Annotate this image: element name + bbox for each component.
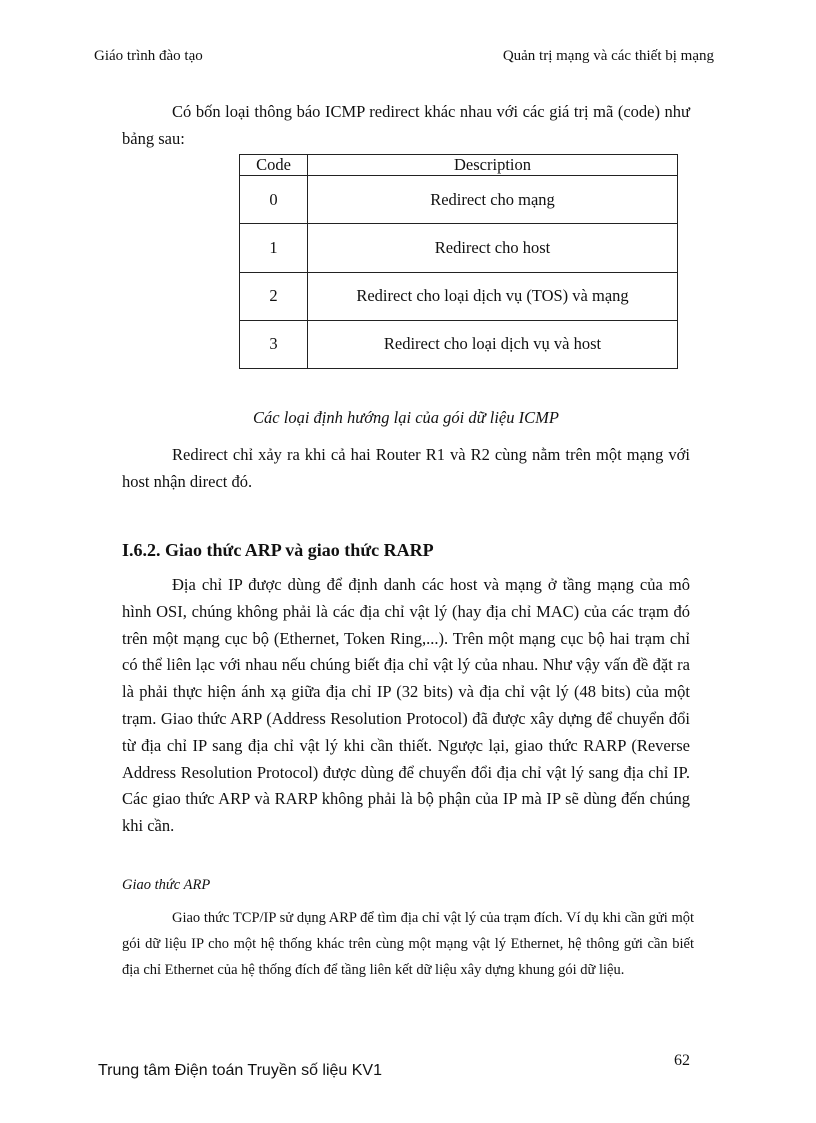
intro-paragraph: Có bốn loại thông báo ICMP redirect khác nhau với các giá trị mã (code) như bảng sau: <box>122 102 690 148</box>
code-cell: 2 <box>240 272 308 320</box>
description-cell: Redirect cho host <box>308 224 678 272</box>
column-header-description: Description <box>308 155 678 176</box>
redirect-paragraph: Redirect chỉ xảy ra khi cả hai Router R1 và R2 cùng nằm trên một mạng với host nhận direct đó. <box>122 445 690 491</box>
page-number: 62 <box>674 1052 690 1069</box>
table-row <box>240 320 678 368</box>
table-row <box>240 224 678 272</box>
table-caption: Các loại định hướng lại của gói dữ liệu ICMP <box>253 408 559 427</box>
header-left: Giáo trình đào tạo <box>94 48 203 64</box>
arp-paragraph: Địa chỉ IP được dùng để định danh các host và mạng ở tầng mạng của mô hình OSI, chúng không phải là các địa chỉ vật lý (hay địa chỉ MAC) của các trạm đó trên một mạng cục bộ (Ethernet, Token Ring,...). Trên một mạng cục bộ hai trạm chỉ có thể liên lạc với nhau nếu chúng biết địa chỉ vật lý của nhau. Như vậy vấn đề đặt ra là phải thực hiện ánh xạ giữa địa chỉ IP (32 bits) và địa chỉ vật lý (48 bits) của một trạm. Giao thức ARP (Address Resolution Protocol) đã được xây dựng để chuyển đổi từ địa chỉ IP sang địa chỉ vật lý khi cần thiết. Ngược lại, giao thức RARP (Reverse Address Resolution Protocol) được dùng để chuyển đổi địa chỉ vật lý sang địa chỉ IP. Các giao thức ARP và RARP không phải là bộ phận của IP mà IP sẽ dùng đến chúng khi cần. <box>122 575 690 836</box>
code-cell: 3 <box>240 320 308 368</box>
code-cell: 1 <box>240 224 308 272</box>
code-cell: 0 <box>240 176 308 224</box>
table-row <box>240 176 678 224</box>
footer: Trung tâm Điện toán Truyền số liệu KV1 <box>98 1062 382 1079</box>
icmp-redirect-code-table <box>239 154 678 369</box>
description-cell: Redirect cho mạng <box>308 176 678 224</box>
section-heading: I.6.2. Giao thức ARP và giao thức RARP <box>122 540 434 560</box>
table-row <box>240 272 678 320</box>
column-header-code: Code <box>240 155 308 176</box>
description-cell: Redirect cho loại dịch vụ và host <box>308 320 678 368</box>
header-right: Quản trị mạng và các thiết bị mạng <box>502 48 714 64</box>
table-header-row <box>240 155 678 176</box>
description-cell: Redirect cho loại dịch vụ (TOS) và mạng <box>308 272 678 320</box>
subheading: Giao thức ARP <box>122 877 211 893</box>
tcpip-paragraph: Giao thức TCP/IP sử dụng ARP để tìm địa chỉ vật lý của trạm đích. Ví dụ khi cần gửi một gói dữ liệu IP cho một hệ thống khác trên cùng một mạng vật lý Ethernet, hệ thông gửi cần biết địa chỉ Ethernet của hệ thống đích để tầng liên kết dữ liệu xây dựng khung gói dữ liệu. <box>122 910 694 978</box>
